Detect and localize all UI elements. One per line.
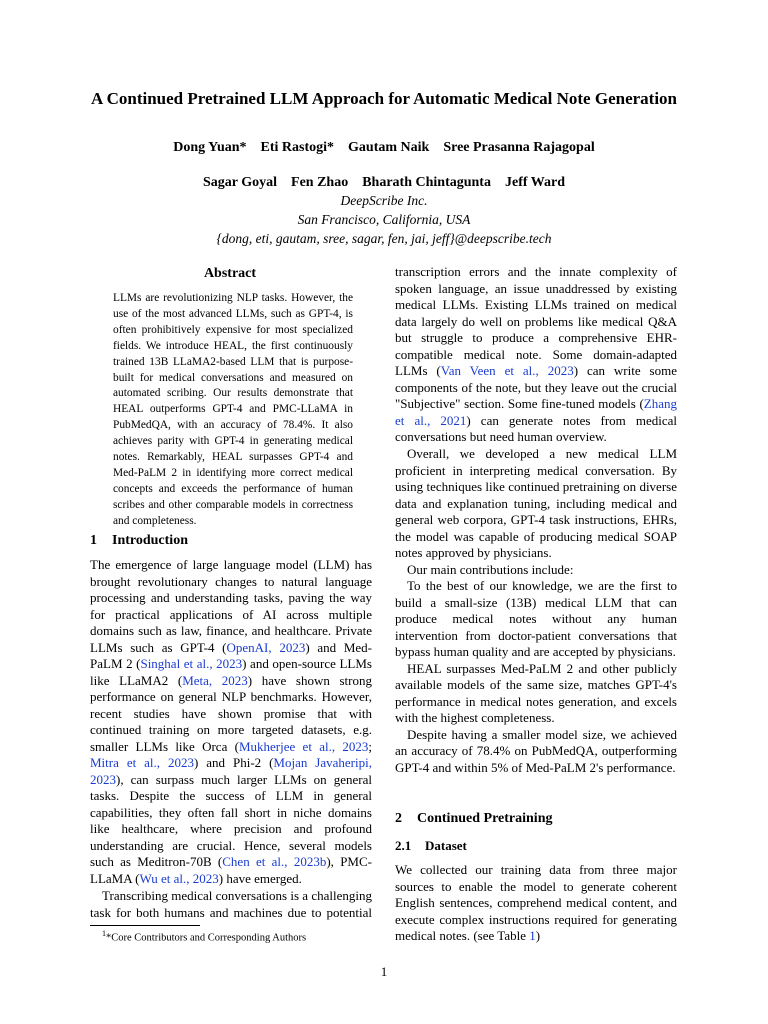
table-reference-link[interactable]: 1 <box>529 928 536 943</box>
author-name: Dong Yuan* <box>173 140 247 155</box>
affiliation-location: San Francisco, California, USA <box>297 212 471 227</box>
left-column-body <box>90 557 372 887</box>
intro-paragraph-2-left: Transcribing medical conversations is a challenging task for both humans and machines due to potential <box>90 888 372 920</box>
intro-paragraph-3: Overall, we developed a new medical LLM proficient in interpreting medical conversation. By using techniques like continued pretraining on diverse data and explanation tuning, including medical and general web corpora, GPT-4 task instructions, EHRs, the model was capable of producing medical SOAP notes approved by physicians. <box>395 446 677 560</box>
section-number: 1 <box>90 533 97 548</box>
footnote <box>102 929 306 944</box>
contribution-3: Despite having a smaller model size, we achieved an accuracy of 78.4% on PubMedQA, outperforming GPT-4 and within 5% of Med-PaLM 2's performance. <box>395 726 677 775</box>
author-name: Bharath Chintagunta <box>362 175 491 190</box>
author-name: Jeff Ward <box>504 175 565 190</box>
affiliation-org: DeepScribe Inc. <box>340 193 428 208</box>
section-1-heading <box>90 533 188 549</box>
citation-link[interactable]: Wu et al., 2023 <box>139 870 219 886</box>
section-title: Introduction <box>112 533 188 548</box>
footnote-text: *Core Contributors and Corresponding Authors <box>106 932 307 944</box>
citation-link[interactable]: Van Veen et al., 2023 <box>440 363 574 378</box>
footnote-mark: 1 <box>102 929 106 938</box>
contribution-1: To the best of our knowledge, we are the first to build a small-size (13B) medical LLM that can produce medical notes without any human intervention from doctor-patient conversations that bypass human quality and are accepted by physicians. <box>395 578 677 659</box>
citation-link[interactable]: Meta, 2023 <box>182 672 248 688</box>
intro-paragraph-1: The emergence of large language model (LLM) has brought revolutionary changes to natural language processing and understanding tasks, paving the way for practical applications of AI across multiple domains such as law, finance, and healthcare. Private LLMs such as GPT-4 (OpenAI, 2023) and Med-PaLM 2 (Singhal et al., 2023) and open-source LLMs like LLaMA2 (Meta, 2023) have shown strong performance on general NLP benchmarks. However, recent studies have shown promise that with continued training on more targeted datasets, e.g. smaller LLMs like Orca (Mukherjee et al., 2023; Mitra et al., 2023) and Phi-2 (Mojan Javaheripi, 2023), can surpass much larger LLMs on general tasks. Despite the success of LLM in general capabilities, they often fall short in niche domains like healthcare, where precision and profound understanding are crucial. Hence, several models such as Meditron-70B (Chen et al., 2023b), PMC-LLaMA (Wu et al., 2023) have emerged. <box>90 557 373 886</box>
section-number: 2 <box>395 811 402 826</box>
author-name: Gautam Naik <box>348 140 430 155</box>
intro-paragraph-4: Our main contributions include: <box>407 561 574 577</box>
citation-link[interactable]: Singhal et al., 2023 <box>140 656 243 671</box>
subsection-title: Dataset <box>425 838 467 853</box>
subsection-2-1-heading <box>395 838 467 854</box>
author-name: Sagar Goyal <box>203 175 278 190</box>
citation-link[interactable]: Mojan Javaheripi, 2023 <box>90 755 372 787</box>
citation-link[interactable]: Mitra et al., 2023 <box>90 755 194 770</box>
citation-link[interactable]: OpenAI, 2023 <box>226 639 306 655</box>
paper-title: A Continued Pretrained LLM Approach for Automatic Medical Note Generation <box>91 89 677 108</box>
section-2-heading <box>395 811 552 827</box>
dataset-paragraph: We collected our training data from three major sources to enable the model to generate coherent English sentences, comprehend medical content, and execute complex instructions required for generating medical notes. (see Table 1) <box>395 862 677 943</box>
right-column-body <box>395 446 677 776</box>
abstract-heading: Abstract <box>203 266 257 281</box>
intro-paragraph-2-right: transcription errors and the innate complexity of spoken language, an issue unaddressed by existing medical LLMs. Existing LLMs trained on medical data largely do well on problems like medical Q&A but struggle to produce a comprehensive EHR-compatible medical note. Some domain-adapted LLMs (Van Veen et al., 2023) can write some components of the note, but they leave out the crucial "Subjective" section. Some fine-tuned models (Zhang et al., 2021) can generate notes from medical conversations but need human overview. <box>395 264 677 444</box>
affiliation-emails: {dong, eti, gautam, sree, sagar, fen, jai, jeff}@deepscribe.tech <box>216 231 552 246</box>
authors-row-2 <box>60 175 708 191</box>
abstract-text: LLMs are revolutionizing NLP tasks. However, the use of the most advanced LLMs, such as GPT-4, is often prohibitively expensive for most specialized fields. We introduce HEAL, the first continuously trained 13B LLaMA2-based LLM that is purpose-built for medical conversations and measured on automated scribing. Our results demonstrate that HEAL outperforms GPT-4 and PMC-LLaMA in PubMedQA, with an accuracy of 78.4%. It also achieves parity with GPT-4 in generating medical notes. Remarkably, HEAL surpasses GPT-4 and Med-PaLM 2 in identifying more correct medical concepts and exceeds the performance of human scribes and other comparable models in correctness and completeness. <box>113 292 353 527</box>
subsection-number: 2.1 <box>395 838 412 853</box>
citation-link[interactable]: Mukherjee et al., 2023 <box>238 738 369 754</box>
citation-link[interactable]: Chen et al., 2023b <box>222 854 327 869</box>
affiliation <box>60 191 708 248</box>
authors-row-1 <box>60 140 708 156</box>
section-title: Continued Pretraining <box>417 811 553 826</box>
author-name: Sree Prasanna Rajagopal <box>443 140 595 155</box>
contribution-2: HEAL surpasses Med-PaLM 2 and other publicly available models of the same size, matches GPT-4's performance in medical notes generation, and excels with the highest completeness. <box>395 660 677 725</box>
footnote-rule <box>90 925 200 926</box>
page-number: 1 <box>380 964 388 979</box>
author-name: Fen Zhao <box>291 175 349 190</box>
author-name: Eti Rastogi* <box>260 140 335 155</box>
citation-link[interactable]: Zhang et al., 2021 <box>395 396 677 428</box>
